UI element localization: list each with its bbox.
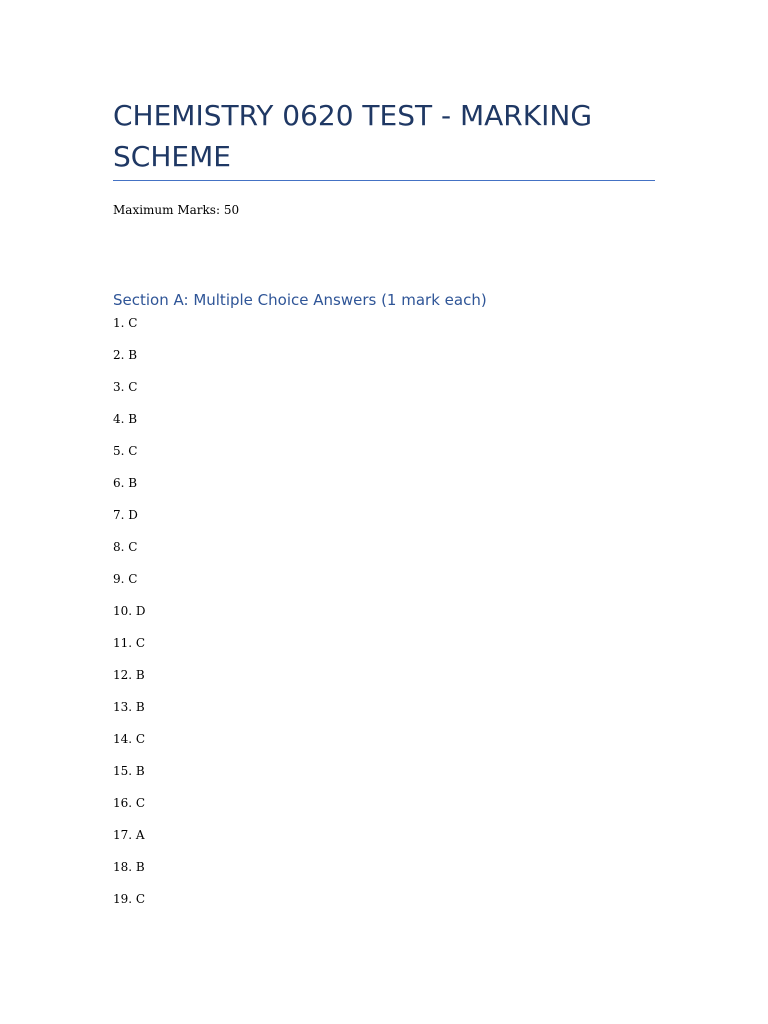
answer-item: 17. A <box>113 828 145 842</box>
answer-item: 11. C <box>113 636 146 650</box>
answer-item: 8. C <box>113 540 138 554</box>
answer-item: 2. B <box>113 348 138 362</box>
answer-list <box>113 315 146 923</box>
answer-item: 6. B <box>113 476 138 490</box>
answer-item: 14. C <box>113 732 146 746</box>
maximum-marks: Maximum Marks: 50 <box>113 203 240 217</box>
answer-item: 1. C <box>113 316 138 330</box>
answer-item: 12. B <box>113 668 145 682</box>
document-title: CHEMISTRY 0620 TEST - MARKING SCHEME <box>113 99 593 173</box>
answer-item: 10. D <box>113 604 146 618</box>
answer-item: 19. C <box>113 892 146 906</box>
answer-item: 18. B <box>113 860 145 874</box>
answer-item: 9. C <box>113 572 138 586</box>
title-underline <box>113 180 655 181</box>
answer-item: 7. D <box>113 508 138 522</box>
answer-item: 5. C <box>113 444 138 458</box>
answer-item: 13. B <box>113 700 145 714</box>
section-a-heading: Section A: Multiple Choice Answers (1 mark each) <box>113 291 487 309</box>
answer-item: 4. B <box>113 412 138 426</box>
answer-item: 3. C <box>113 380 138 394</box>
answer-item: 15. B <box>113 764 145 778</box>
answer-item: 16. C <box>113 796 146 810</box>
